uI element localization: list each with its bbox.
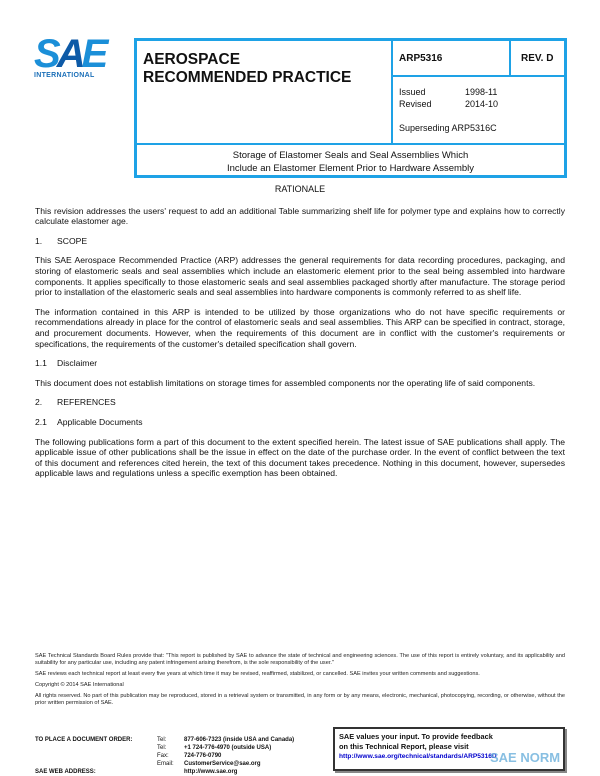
dates-cell	[392, 76, 565, 144]
paragraph: This SAE Aerospace Recommended Practice (ARP) addresses the general requirements for data recording procedures, packaging, and storing of elastomeric seals and seal assemblies which include an elastomeric element prior to the seal being assembled into hardware components. It applies specifically to those elastomeric seals and seal assemblies packaged shortly after manufacture. The storage period prior to installation of the elastomeric seals and seal assemblies into hardware components is commonly referred to as shelf life.	[35, 255, 565, 298]
fax-value: 724-776-0790	[184, 753, 222, 759]
logo-mark: SAE	[34, 32, 105, 76]
section-number: 1.1	[35, 358, 47, 369]
rationale-heading: RATIONALE	[274, 184, 326, 194]
copyright: Copyright © 2014 SAE International	[35, 682, 124, 688]
superseding: Superseding ARP5316C	[399, 123, 497, 133]
web-link[interactable]: http://www.sae.org	[184, 769, 238, 775]
revised-label: Revised	[399, 99, 432, 109]
rules-text: SAE Technical Standards Board Rules provide that: "This report is published by SAE to advance the state of technical and engineering sciences. The use of this report is entirely voluntary, and its applicability and suitability for any particular use, including any patent infringement arising therefrom, is the sole responsibility of the user."	[35, 653, 565, 666]
title-line: AEROSPACE	[143, 51, 241, 68]
issued-date: 1998-11	[465, 87, 498, 97]
issued-label: Issued	[399, 87, 426, 97]
sae-logo	[34, 32, 114, 79]
rationale-text: This revision addresses the users' request to add an additional Table summarizing shelf life for polymer type and explains how to correctly calculate elastomer age.	[35, 205, 565, 227]
section-title: REFERENCES	[57, 397, 116, 408]
order-label: TO PLACE A DOCUMENT ORDER:	[35, 737, 133, 743]
review-text: SAE reviews each technical report at least every five years at which time it may be revised, reaffirmed, stabilized, or cancelled. SAE invites your written comments and suggestions.	[35, 671, 480, 677]
section-heading	[35, 417, 565, 428]
paragraph: The following publications form a part of this document to the extent specified herein. The latest issue of SAE publications shall apply. The applicable issue of other publications shall be the issue in effect on the date of the purchase order. In the event of conflict between the text of this document and references cited herein, the text of this document takes precedence. Nothing in this document, however, supersedes applicable laws and regulations unless a specific exemption has been obtained.	[35, 436, 565, 479]
subject-line: Include an Elastomer Element Prior to Hardware Assembly	[226, 163, 475, 174]
feedback-link[interactable]: http://www.sae.org/technical/standards/ARP5316D	[339, 753, 497, 760]
document-header	[134, 38, 567, 178]
document-body	[35, 184, 565, 488]
section-heading	[35, 358, 565, 369]
section-title: Disclaimer	[57, 358, 98, 369]
paragraph: The information contained in this ARP is intended to be utilized by those organizations who do not have specific requirements or recommendations already in place for the control of elastomeric seals and seal assemblies. This ARP can be specified in contract, storage, and procurement documents. However, when the requirements of this document are in conflict with the customer's requirements or specifications, the requirements of the customer's detailed specification shall govern.	[35, 306, 565, 349]
title-line: RECOMMENDED PRACTICE	[143, 69, 352, 86]
rights-text: All rights reserved. No part of this publication may be reproduced, stored in a retrieval system or transmitted, in any form or by any means, electronic, mechanical, photocopying, recording, or otherwise, without the prior written permission of SAE.	[35, 693, 565, 706]
document-subject	[136, 144, 565, 176]
subject-line: Storage of Elastomer Seals and Seal Assemblies Which	[232, 150, 469, 161]
section-title: SCOPE	[57, 235, 88, 246]
section-number: 1.	[35, 235, 43, 246]
section-number: 2.	[35, 397, 43, 408]
document-type	[136, 40, 392, 144]
section-heading	[35, 397, 565, 408]
section-title: Applicable Documents	[57, 416, 143, 427]
paragraph: This document does not establish limitations on storage times for assembled components nor the operating life of said components.	[35, 377, 536, 388]
feedback-text: SAE values your input. To provide feedback	[339, 732, 493, 741]
web-label: SAE WEB ADDRESS:	[35, 769, 96, 775]
section-number: 2.1	[35, 416, 47, 427]
email-label: Email:	[157, 761, 174, 767]
revised-date: 2014-10	[465, 99, 499, 109]
tel-value: +1 724-776-4970 (outside USA)	[184, 745, 272, 751]
document-number: ARP5316	[392, 40, 510, 76]
order-info	[35, 736, 294, 776]
feedback-text: on this Technical Report, please visit	[339, 741, 469, 751]
revision: REV. D	[510, 40, 565, 76]
tel-value: 877-606-7323 (inside USA and Canada)	[184, 737, 295, 743]
fax-label: Fax:	[157, 753, 169, 759]
logo-subtext: INTERNATIONAL	[34, 72, 95, 79]
tel-label: Tel:	[157, 745, 167, 751]
section-heading	[35, 236, 565, 247]
watermark: SAE NORM	[490, 750, 561, 765]
tel-label: Tel:	[157, 737, 167, 743]
email-link[interactable]: CustomerService@sae.org	[184, 761, 261, 767]
legal-notice	[35, 653, 565, 711]
